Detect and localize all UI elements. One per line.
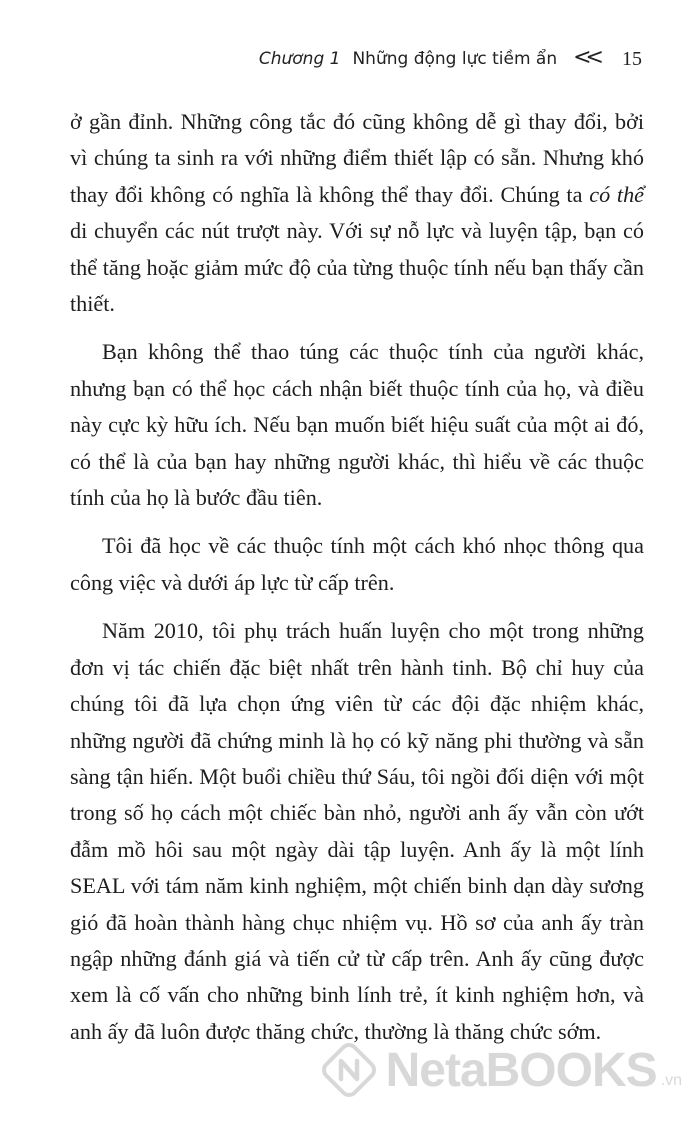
netabooks-logo-icon [320, 1041, 378, 1099]
page-number: 15 [622, 47, 642, 70]
running-header [259, 44, 642, 74]
paragraph-1-cont-before: Chúng ta [500, 181, 583, 207]
watermark-suffix: .vn [660, 1072, 682, 1089]
double-chevron-left-icon: << [573, 44, 598, 70]
paragraph-1-text: ở gần đỉnh. Những công tắc đó cũng không dễ gì thay đổi, bởi vì chúng ta sinh ra với những điểm thiết lập có sẵn. Nhưng khó thay đổi không có nghĩa là không thể thay đổi. [70, 109, 644, 207]
emphasis-co-the: có thể [589, 181, 645, 207]
paragraph-3: Tôi đã học về các thuộc tính một cách khó nhọc thông qua công việc và dưới áp lực từ cấp trên. [70, 533, 644, 595]
paragraph-1 [70, 104, 644, 322]
paragraph-1-cont-after: di chuyển các nút trượt này. Với sự nỗ lực và luyện tập, bạn có thể tăng hoặc giảm mức độ của từng thuộc tính nếu bạn thấy cần thiết. [70, 218, 644, 317]
paragraph-4: Năm 2010, tôi phụ trách huấn luyện cho một trong những đơn vị tác chiến đặc biệt nhất trên hành tinh. Bộ chỉ huy của chúng tôi đã lựa chọn ứng viên từ các đội đặc nhiệm khác, những người đã chứng minh là họ có kỹ năng phi thường và sẵn sàng tận hiến. Một buổi chiều thứ Sáu, tôi ngồi đối diện với một trong số họ cách một chiếc bàn nhỏ, người anh ấy vẫn còn ướt đẫm mồ hôi sau một ngày dài tập luyện. Anh ấy là một lính SEAL với tám năm kinh nghiệm, một chiến binh dạn dày sương gió đã hoàn thành hàng chục nhiệm vụ. Hồ sơ của anh ấy tràn ngập những đánh giá và tiến cử từ cấp trên. Anh ấy cũng được xem là cố vấn cho những binh lính trẻ, ít kinh nghiệm hơn, và anh ấy đã luôn được thăng chức, thường là thăng chức sớm. [70, 618, 644, 1044]
paragraph-2: Bạn không thể thao túng các thuộc tính của người khác, nhưng bạn có thể học cách nhận biết thuộc tính của họ, và điều này cực kỳ hữu ích. Nếu bạn muốn biết hiệu suất của một ai đó, có thể là của bạn hay những người khác, thì hiểu về các thuộc tính của họ là bước đầu tiên. [70, 339, 644, 511]
chapter-title: Những động lực tiềm ẩn [352, 49, 558, 69]
chapter-label: Chương 1 [258, 49, 341, 69]
watermark-brand: NetaBOOKS [385, 1043, 657, 1097]
watermark [320, 1030, 682, 1110]
page-body [70, 104, 644, 1062]
